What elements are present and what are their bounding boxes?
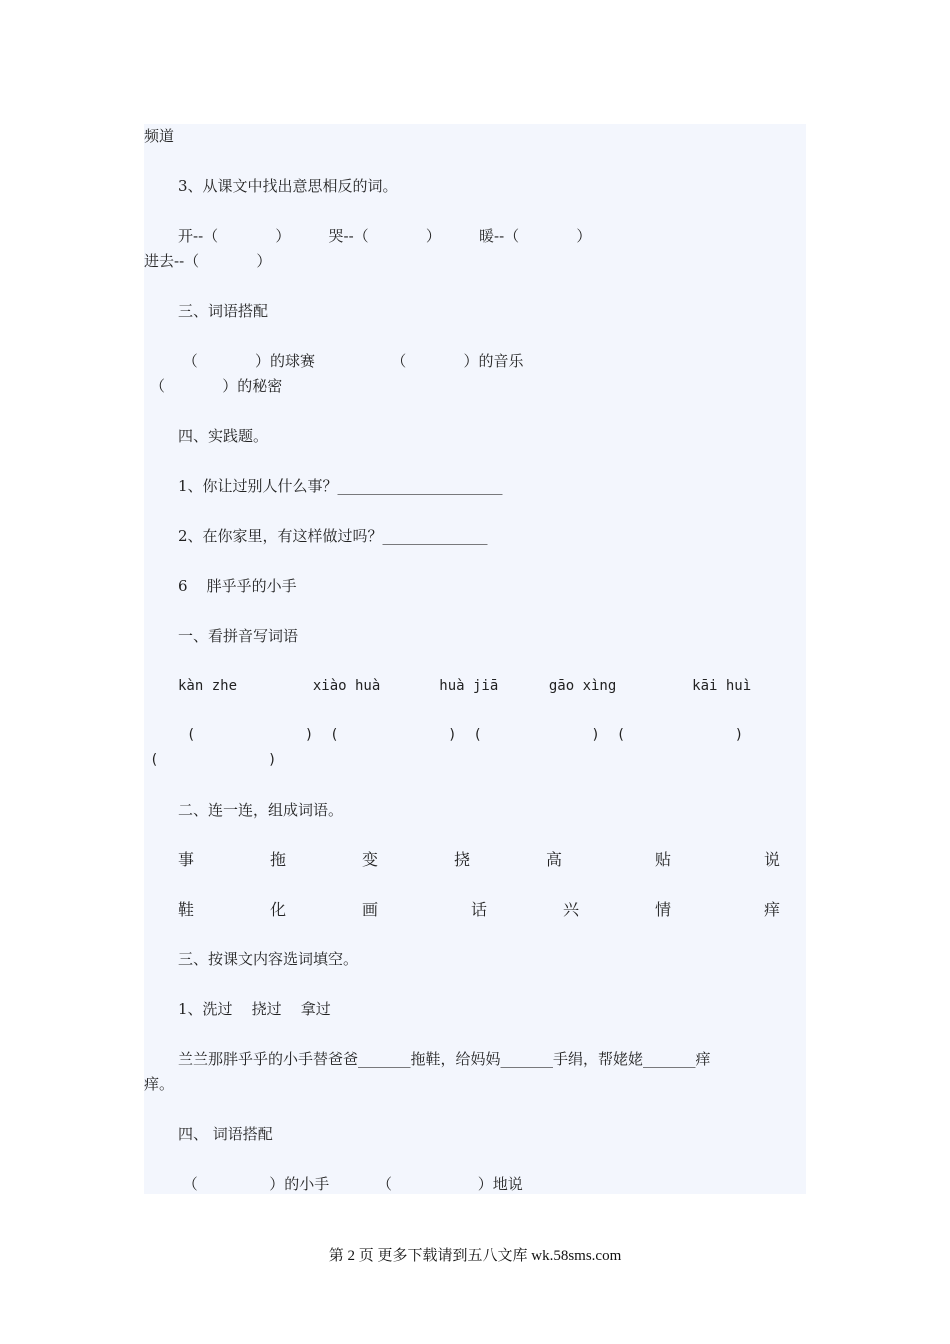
opposites-row: 开--（ ） 哭--（ ） 暖--（ ） (178, 227, 592, 245)
match-char: 贴 (655, 850, 672, 869)
match-char: 拖 (270, 850, 287, 869)
choices-line: 1、洗过 挠过 拿过 (178, 1000, 331, 1018)
match-char: 说 (764, 850, 781, 869)
match-char: 挠 (454, 850, 471, 869)
section-heading: 一、看拼音写词语 (178, 627, 299, 645)
match-char: 话 (471, 900, 488, 919)
fill-sentence: 痒。 (144, 1075, 175, 1093)
lesson-title: 6 胖乎乎的小手 (178, 577, 297, 595)
section-heading: 四、 词语搭配 (178, 1125, 273, 1143)
match-char: 痒 (764, 900, 781, 919)
match-row: （ ）的球赛 （ ）的音乐 (178, 352, 524, 370)
page-footer: 第 2 页 更多下载请到五八文库 wk.58sms.com (328, 1248, 622, 1264)
match-char: 化 (270, 900, 287, 919)
fill-sentence: 兰兰那胖乎乎的小手替爸爸_______拖鞋，给妈妈_______手绢，帮姥姥_______痒 (178, 1050, 711, 1068)
blank-row: ( ) (150, 752, 277, 768)
match-char: 变 (362, 850, 379, 869)
opposites-row: 进去--（ ） (144, 252, 272, 270)
blank-row: ( ) ( ) ( ) ( ) (170, 727, 744, 743)
content-panel (144, 124, 806, 1194)
match-char: 事 (178, 850, 195, 869)
section-heading: 三、词语搭配 (178, 302, 269, 320)
match-char: 高 (546, 850, 563, 869)
match-row: （ ）的秘密 (150, 377, 283, 395)
practice-question: 1、你让过别人什么事？______________________ (178, 477, 503, 495)
section-heading: 三、按课文内容选词填空。 (178, 950, 359, 968)
match-char: 兴 (563, 900, 580, 919)
match-char: 画 (362, 900, 379, 919)
section-heading: 二、连一连，组成词语。 (178, 801, 344, 819)
pinyin-row: kàn zhe xiào huà huà jiā gāo xìng kāi huì (178, 678, 752, 694)
text-line: 频道 (144, 127, 175, 145)
practice-question: 2、在你家里，有这样做过吗？______________ (178, 527, 488, 545)
section-heading: 四、实践题。 (178, 427, 269, 445)
question-heading: 3、从课文中找出意思相反的词。 (178, 177, 398, 195)
match-row: （ ）的小手 （ ）地说 (178, 1175, 523, 1193)
match-char: 鞋 (178, 900, 195, 919)
match-char: 情 (655, 900, 672, 919)
